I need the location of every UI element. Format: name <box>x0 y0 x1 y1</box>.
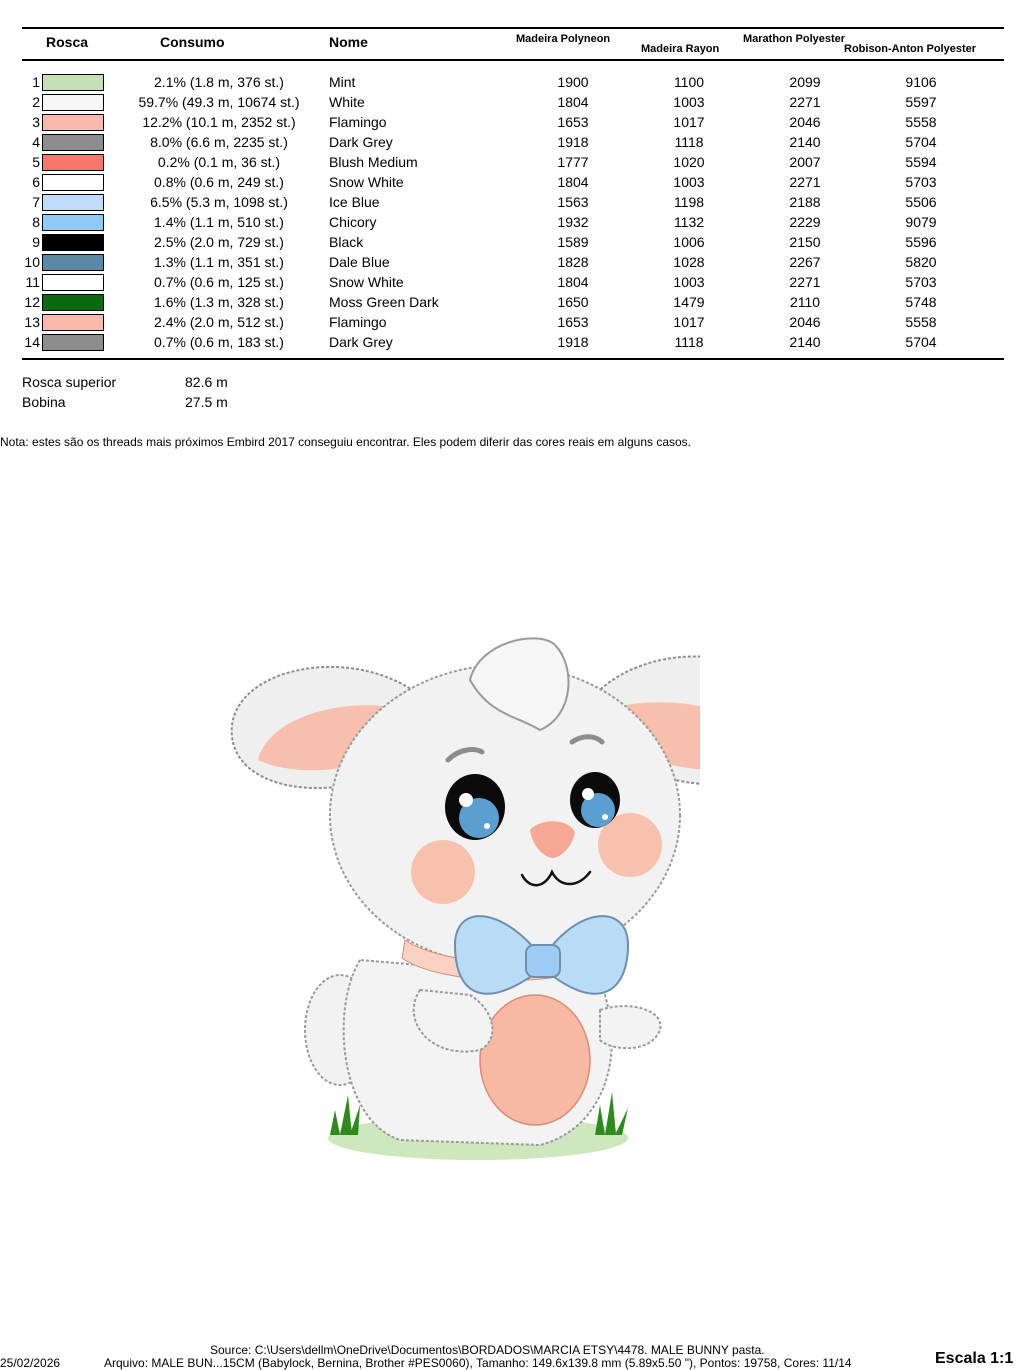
bunny-right-eye <box>570 772 620 828</box>
header-marathon-polyester: Marathon Polyester <box>743 33 846 45</box>
row-consumo: 6.5% (5.3 m, 1098 st.) <box>150 194 288 210</box>
row-robison-anton: 9106 <box>905 74 937 90</box>
row-number: 6 <box>32 174 40 190</box>
row-robison-anton: 5820 <box>905 254 937 270</box>
table-row <box>0 212 1024 232</box>
color-swatch <box>42 214 104 231</box>
row-consumo: 2.5% (2.0 m, 729 st.) <box>154 234 284 250</box>
table-row <box>0 72 1024 92</box>
row-consumo: 1.4% (1.1 m, 510 st.) <box>154 214 284 230</box>
row-madeira-rayon: 1020 <box>673 154 705 170</box>
row-robison-anton: 5596 <box>905 234 937 250</box>
row-madeira-polyneon: 1932 <box>557 214 589 230</box>
row-marathon: 2140 <box>789 334 821 350</box>
table-row <box>0 192 1024 212</box>
color-swatch <box>42 194 104 211</box>
color-swatch <box>42 94 104 111</box>
row-robison-anton: 5558 <box>905 314 937 330</box>
row-madeira-polyneon: 1804 <box>557 274 589 290</box>
row-madeira-polyneon: 1653 <box>557 114 589 130</box>
header-madeira-rayon: Madeira Rayon <box>641 43 720 55</box>
footer-file-info: Arquivo: MALE BUN...15CM (Babylock, Bernina, Brother #PES0060), Tamanho: 149.6x139.8 mm (5.89x5.50 "), Pontos: 19758, Cores: 11/14 <box>104 1356 852 1370</box>
row-robison-anton: 5748 <box>905 294 937 310</box>
table-row <box>0 132 1024 152</box>
row-marathon: 2271 <box>789 274 821 290</box>
row-number: 7 <box>32 194 40 210</box>
row-nome: Dark Grey <box>329 134 393 150</box>
row-number: 14 <box>24 334 40 350</box>
row-number: 13 <box>24 314 40 330</box>
row-madeira-rayon: 1118 <box>674 134 704 150</box>
color-swatch <box>42 114 104 131</box>
row-robison-anton: 5704 <box>905 134 937 150</box>
row-madeira-polyneon: 1589 <box>557 234 589 250</box>
row-nome: Black <box>329 234 364 250</box>
color-swatch <box>42 134 104 151</box>
row-madeira-polyneon: 1900 <box>557 74 589 90</box>
row-number: 4 <box>32 134 40 150</box>
table-row <box>0 232 1024 252</box>
row-number: 3 <box>32 114 40 130</box>
row-robison-anton: 5506 <box>905 194 937 210</box>
row-number: 5 <box>32 154 40 170</box>
row-madeira-polyneon: 1804 <box>557 174 589 190</box>
row-nome: Flamingo <box>329 114 387 130</box>
row-number: 1 <box>32 74 40 90</box>
row-nome: Mint <box>329 74 356 90</box>
row-number: 8 <box>32 214 40 230</box>
bunny-left-eye <box>445 774 505 840</box>
row-marathon: 2099 <box>789 74 821 90</box>
table-row <box>0 172 1024 192</box>
bunny-egg <box>480 995 590 1125</box>
row-madeira-polyneon: 1563 <box>557 194 589 210</box>
row-madeira-rayon: 1003 <box>673 174 705 190</box>
row-consumo: 12.2% (10.1 m, 2352 st.) <box>142 114 296 130</box>
table-row <box>0 152 1024 172</box>
row-nome: White <box>329 94 365 110</box>
row-madeira-polyneon: 1918 <box>557 134 589 150</box>
row-madeira-polyneon: 1650 <box>557 294 589 310</box>
color-swatch <box>42 314 104 331</box>
color-swatch <box>42 294 104 311</box>
table-row <box>0 332 1024 352</box>
table-row <box>0 252 1024 272</box>
row-robison-anton: 5558 <box>905 114 937 130</box>
row-marathon: 2046 <box>789 314 821 330</box>
row-consumo: 0.2% (0.1 m, 36 st.) <box>157 154 281 170</box>
row-madeira-rayon: 1003 <box>673 274 705 290</box>
row-consumo: 0.7% (0.6 m, 125 st.) <box>154 274 284 290</box>
row-madeira-rayon: 1028 <box>673 254 705 270</box>
row-number: 12 <box>24 294 40 310</box>
row-marathon: 2229 <box>789 214 821 230</box>
row-consumo: 0.7% (0.6 m, 183 st.) <box>154 334 284 350</box>
row-consumo: 2.1% (1.8 m, 376 st.) <box>154 74 284 90</box>
row-madeira-rayon: 1479 <box>673 294 705 310</box>
row-nome: Flamingo <box>329 314 387 330</box>
table-top-rule <box>22 27 1004 29</box>
color-swatch <box>42 274 104 291</box>
header-nome: Nome <box>329 34 368 50</box>
color-swatch <box>42 74 104 91</box>
footer-date: 25/02/2026 <box>0 1356 61 1370</box>
row-marathon: 2140 <box>789 134 821 150</box>
color-swatch <box>42 234 104 251</box>
row-robison-anton: 5597 <box>905 94 937 110</box>
header-rosca: Rosca <box>46 34 89 50</box>
row-madeira-polyneon: 1804 <box>557 94 589 110</box>
row-nome: Ice Blue <box>329 194 380 210</box>
row-nome: Snow White <box>329 174 404 190</box>
row-robison-anton: 9079 <box>905 214 937 230</box>
rosca-superior-label: Rosca superior <box>22 374 117 390</box>
row-robison-anton: 5704 <box>905 334 937 350</box>
table-header-rule <box>22 59 1004 61</box>
header-robison-anton: Robison-Anton Polyester <box>844 43 977 55</box>
row-madeira-rayon: 1017 <box>673 314 705 330</box>
table-row <box>0 112 1024 132</box>
embroidery-preview <box>220 630 700 1170</box>
row-nome: Dale Blue <box>329 254 390 270</box>
color-swatch <box>42 154 104 171</box>
row-marathon: 2188 <box>789 194 821 210</box>
row-madeira-polyneon: 1828 <box>557 254 589 270</box>
row-robison-anton: 5594 <box>905 154 937 170</box>
row-madeira-rayon: 1118 <box>674 334 704 350</box>
color-swatch <box>42 334 104 351</box>
row-marathon: 2150 <box>789 234 821 250</box>
table-row <box>0 92 1024 112</box>
thread-note: Nota: estes são os threads mais próximos Embird 2017 conseguiu encontrar. Eles podem diferir das cores reais em alguns casos. <box>0 435 692 449</box>
row-madeira-rayon: 1006 <box>673 234 705 250</box>
row-robison-anton: 5703 <box>905 274 937 290</box>
color-swatch <box>42 254 104 271</box>
bobina-label: Bobina <box>22 394 66 410</box>
row-marathon: 2271 <box>789 174 821 190</box>
footer-scale: Escala 1:1 <box>935 1350 1014 1367</box>
header-madeira-polyneon: Madeira Polyneon <box>516 33 611 45</box>
row-robison-anton: 5703 <box>905 174 937 190</box>
row-consumo: 8.0% (6.6 m, 2235 st.) <box>150 134 288 150</box>
row-number: 11 <box>25 274 40 290</box>
row-marathon: 2007 <box>789 154 821 170</box>
header-consumo: Consumo <box>160 34 225 50</box>
row-number: 9 <box>32 234 40 250</box>
row-marathon: 2267 <box>789 254 821 270</box>
table-row <box>0 312 1024 332</box>
bunny-left-cheek <box>411 840 475 904</box>
row-nome: Blush Medium <box>329 154 418 170</box>
row-madeira-rayon: 1003 <box>673 94 705 110</box>
row-nome: Moss Green Dark <box>329 294 439 310</box>
row-marathon: 2271 <box>789 94 821 110</box>
bunny-paw <box>600 1006 660 1048</box>
row-consumo: 1.3% (1.1 m, 351 st.) <box>154 254 284 270</box>
row-consumo: 59.7% (49.3 m, 10674 st.) <box>138 94 300 110</box>
color-swatch <box>42 174 104 191</box>
row-madeira-rayon: 1132 <box>673 214 705 230</box>
row-nome: Chicory <box>329 214 377 230</box>
row-consumo: 2.4% (2.0 m, 512 st.) <box>154 314 284 330</box>
table-row <box>0 272 1024 292</box>
row-madeira-rayon: 1017 <box>673 114 705 130</box>
row-madeira-polyneon: 1918 <box>557 334 589 350</box>
row-marathon: 2046 <box>789 114 821 130</box>
row-nome: Snow White <box>329 274 404 290</box>
rosca-superior-value: 82.6 m <box>185 374 228 390</box>
row-madeira-polyneon: 1777 <box>557 154 589 170</box>
table-bottom-rule <box>22 358 1004 360</box>
row-number: 10 <box>24 254 40 270</box>
row-consumo: 1.6% (1.3 m, 328 st.) <box>154 294 284 310</box>
footer-source: Source: C:\Users\dellm\OneDrive\Documentos\BORDADOS\MARCIA ETSY\4478. MALE BUNNY pasta. <box>210 1343 765 1357</box>
row-number: 2 <box>32 94 40 110</box>
row-madeira-rayon: 1198 <box>673 194 705 210</box>
table-row <box>0 292 1024 312</box>
row-marathon: 2110 <box>789 294 821 310</box>
row-madeira-rayon: 1100 <box>673 74 705 90</box>
row-consumo: 0.8% (0.6 m, 249 st.) <box>154 174 284 190</box>
bobina-value: 27.5 m <box>185 394 228 410</box>
row-madeira-polyneon: 1653 <box>557 314 589 330</box>
row-nome: Dark Grey <box>329 334 393 350</box>
